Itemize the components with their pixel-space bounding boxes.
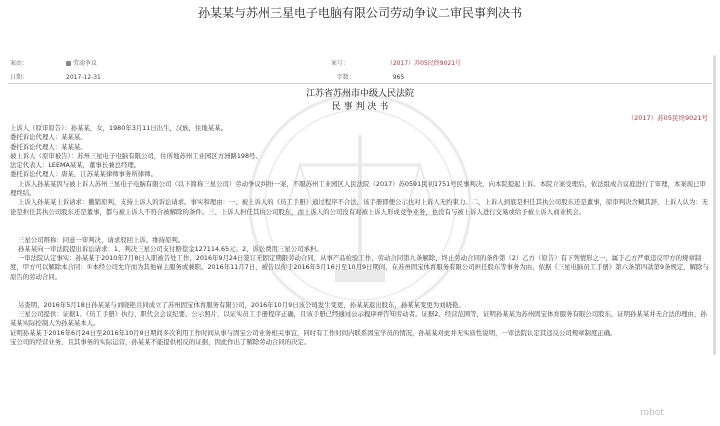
appeal-request: 上诉人孙某某上诉请求：撤销原判，支持上诉人的诉讼请求。事实和理由：一、被上诉人的《员工手册》通过程序不合法，该手册即便公示也对上诉人无约束力。二、上诉人到底是担任其执公司股东还是董事，原审判决含糊其辞，上诉人认为：无论是担任其执公司股东还是董事，都与被上诉人不符合被解除的条件。三、上诉人担任其执公司股东，而上诉人的公司没有对被上诉人形成竞争业务，也没有与被上诉人进行交易或给予被上诉人商业机会。 bbox=[10, 198, 709, 216]
document-title: 孙某某与苏州三星电子电脑有限公司劳动争议二审民事判决书 bbox=[197, 6, 522, 20]
evidence: 三星公司提供：证据1、《员工手册》执行、职代会会议纪要、公示照片，以证实员工手册程序正确，且该手册已经通过公示程序并告知劳动者。证据2、经营范围等，证明孙某某为苏州固宝体育服务有限公司股东，证明孙某某并无合法的理由，孙某某实际控制人为孙某某本人。 bbox=[10, 309, 707, 328]
evidence-cont-2: 宝公司的经营业务，且其事务的实际运营，孙某某不能提供相反的证据，因此作出了解除劳动合同的决定。 bbox=[10, 337, 311, 346]
original-claim: 孙某某向一审法院提出诉讼请求：1、判决三星公司支付赔偿金127114.65元；2、诉讼费用三星公司承担。 bbox=[18, 244, 323, 253]
case-intro: 上诉人孙某某因与被上诉人苏州三星电子电脑有限公司（以下简称三星公司）劳动争议纠纷一案，不服苏州工业园区人民法院（2017）苏0591民初1751号民事判决，向本院提起上诉。本院立案受理后，依法组成合议庭进行了审理，本案现已审理终结。 bbox=[10, 179, 706, 198]
caseno-label: 案号： bbox=[330, 60, 349, 67]
further-facts: 另查明，2016年5月18日孙某某与刘晓艳共同成立了苏州固宝体育服务有限公司，2016年10月9日该公司发生变更，孙某某退出股东，孙某某变更为刘晓艳。 bbox=[18, 300, 465, 309]
evidence-cont: 证明孙某某于2016年6月24日至2016年10月9日期间多次利用工作时间从事与固宝公司业务相关事宜，同时有工作时间内联系固宝学员的情况，孙某某对此并无实质性说明，一审法院认定其违反公司规章制度正确。 bbox=[10, 328, 617, 337]
header-divider bbox=[8, 83, 712, 84]
case-number: （2017）苏05民终9021号 bbox=[627, 114, 708, 122]
date-value: 2017-12-31 bbox=[66, 74, 101, 81]
caseno-value[interactable]: （2017）苏05民终9021号 bbox=[386, 60, 462, 67]
party-appellee: 被上诉人（原审被告）：苏州三星电子电脑有限公司，住所地苏州工业园区方洲路198号。 bbox=[10, 151, 262, 160]
date-label: 日期： bbox=[10, 74, 29, 81]
wordcount-value: 965 bbox=[392, 74, 405, 81]
party-appellant: 上诉人（原审原告）：孙某某，女，1980年3月11日出生，汉族，住地某某。 bbox=[10, 124, 227, 132]
legal-rep: 法定代表人：LEEMA某某，董事长兼总经理。 bbox=[10, 161, 141, 170]
document-type: 民 事 判 决 书 bbox=[331, 102, 389, 112]
watermark-text: robot bbox=[640, 408, 664, 418]
meta-row-1 bbox=[10, 58, 461, 67]
tag-icon bbox=[66, 61, 71, 66]
appellee-defense: 三星公司辩称：同意一审判决，请求驳回上诉。维持原判。 bbox=[18, 235, 185, 244]
wordcount-label: 字数： bbox=[336, 74, 355, 81]
court-name: 江苏省苏州市中级人民法院 bbox=[305, 89, 414, 99]
judgment-body bbox=[10, 124, 710, 347]
agent-2: 委托诉讼代理人：某某某。 bbox=[10, 142, 87, 151]
cause-value[interactable]: 劳动争议 bbox=[73, 60, 98, 67]
meta-row-2 bbox=[10, 72, 404, 81]
agent-3: 委托诉讼代理人：唐某，江苏某某律师事务所律师。 bbox=[10, 170, 157, 179]
agent-1: 委托诉讼代理人：某某某。 bbox=[10, 133, 87, 142]
cause-label: 案由： bbox=[10, 60, 29, 67]
first-instance-facts: 一审法院认定事实：孙某某于2010年7月8日入职被告处工作，2016年9月24日签订无固定期限劳动合同，从事产品检验工作，劳动合同第九条解除、终止劳动合同的条件第（2）乙方（原告）有下列情形之一，属于乙方严重违反甲方的规章制度，甲方可以解除本合同：①本经公司允许而为其他雇主服务或兼职。2016年11月7日，被告以你于2016年5月16日至10月9日期间，在苏州固宝体育服务有限公司担任股东等事务为由，依据《三星电脑员工手册》第六条第四款第9条规定，解除与原告的劳动合同。 bbox=[10, 254, 709, 281]
